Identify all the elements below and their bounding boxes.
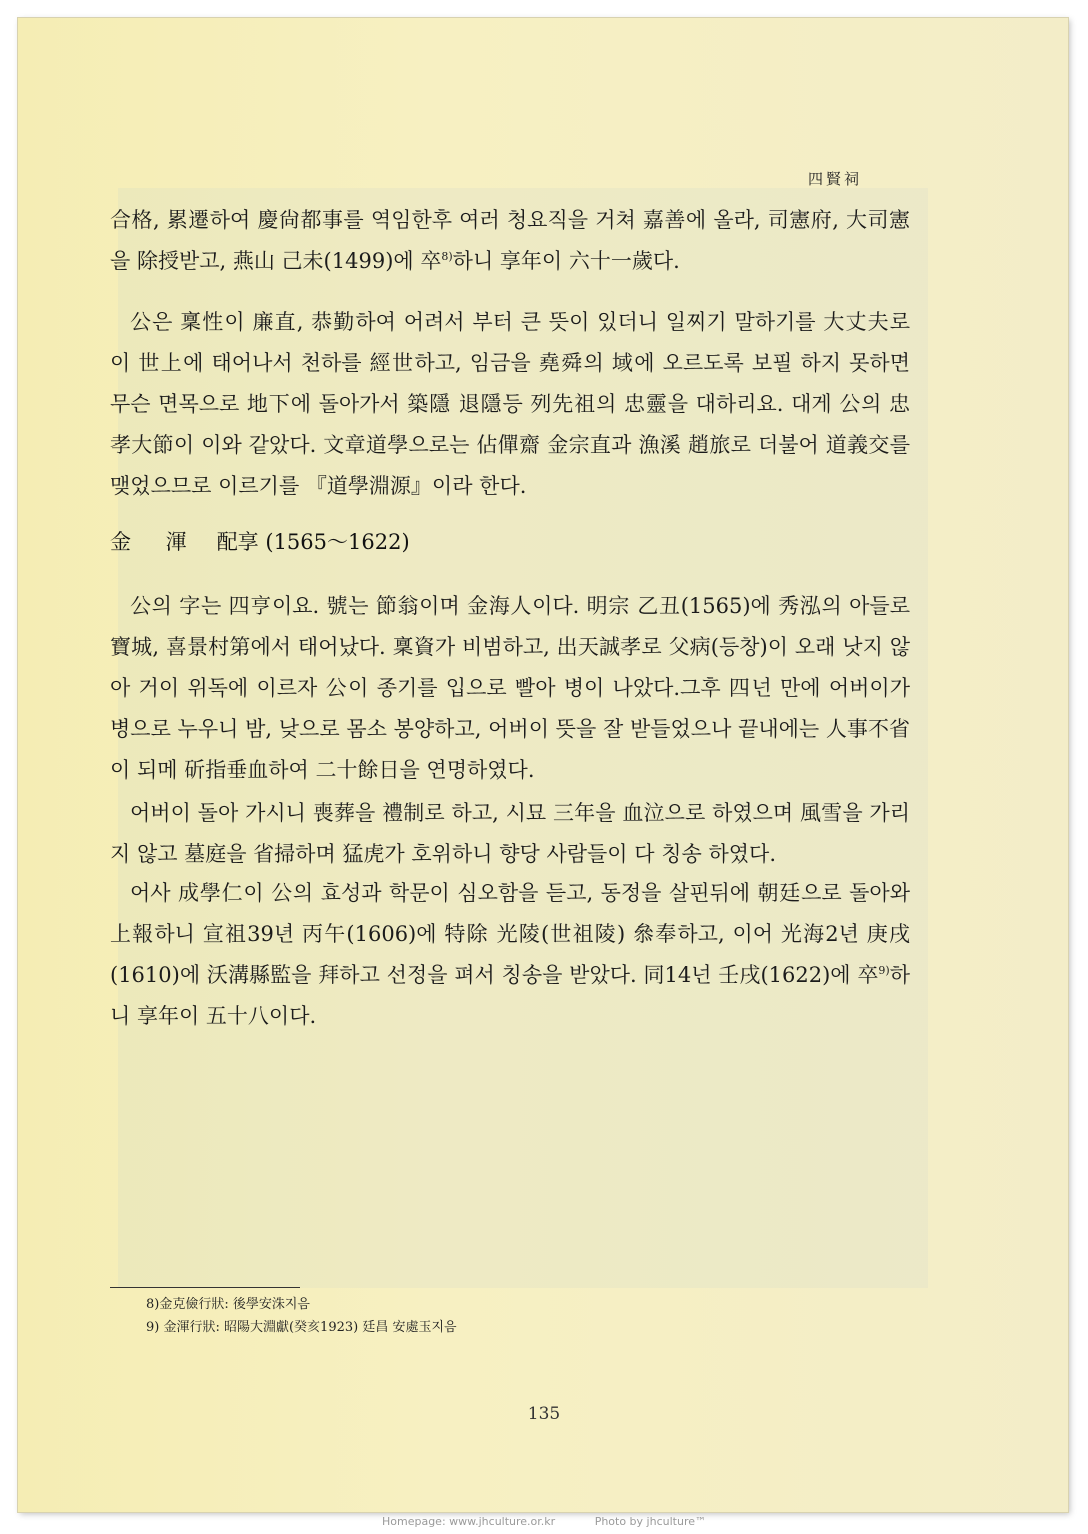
credit-photo: Photo by jhculture™ bbox=[594, 1515, 706, 1528]
section-heading-name: 金 渾 bbox=[110, 530, 201, 554]
paragraph-2: 公은 稟性이 廉直, 恭勤하여 어려서 부터 큰 뜻이 있더니 일찌기 말하기를 大丈夫로 이 世上에 태어나서 천하를 經世하고, 임금을 堯舜의 域에 오르도록 보필 하지 못하면 무슨 면목으로 地下에 돌아가서 築隱 退隱등 列先祖의 忠靈을 대하리요. 대게 公의 忠孝大節이 이와 같았다. 文章道學으로는 佔僤齋 金宗直과 漁溪 趙旅로 더불어 道義交를 맺었으므로 이르기를 『道學淵源』이라 한다. bbox=[110, 310, 910, 498]
running-head: 四賢祠 bbox=[808, 170, 863, 188]
footnote-9: 9) 金渾行狀: 昭陽大淵獻(癸亥1923) 廷昌 安處玉지음 bbox=[146, 1320, 457, 1335]
paragraph-5-text: 어사 成學仁이 公의 효성과 학문이 심오함을 듣고, 동정을 살핀뒤에 朝廷으로 돌아와 上報하니 宣祖39년 丙午(1606)에 特除 光陵(世祖陵) 叅奉하고, 이어 光海2년 庚戌(1610)에 沃溝縣監을 拜하고 선정을 펴서 칭송을 받았다. 同14넌 壬戌(1622)에 卒 bbox=[110, 881, 910, 987]
paragraph-1-text: 合格, 累遷하여 慶尙都事를 역임한후 여러 청요직을 거쳐 嘉善에 올라, 司憲府, 大司憲을 除授받고, 燕山 己未(1499)에 卒 bbox=[110, 208, 910, 273]
footnote-ref-9: 9) bbox=[878, 964, 890, 977]
paragraph-1-text-end: 하니 享年이 六十一歲다. bbox=[452, 249, 680, 273]
section-heading-years: (1565～1622) bbox=[265, 530, 410, 554]
page-number: 135 bbox=[527, 1404, 561, 1424]
photo-credit bbox=[0, 1515, 1088, 1528]
credit-homepage: Homepage: www.jhculture.or.kr bbox=[381, 1515, 556, 1528]
footnote-8: 8)金克儉行狀: 後學安洙지음 bbox=[146, 1297, 310, 1312]
paragraph-3: 公의 字는 四亨이요. 號는 節翁이며 金海人이다. 明宗 乙丑(1565)에 秀泓의 아들로 寶城, 喜景村第에서 태어났다. 稟資가 비범하고, 出天誠孝로 父病(등창)이 오래 낫지 않아 거이 위독에 이르자 公이 종기를 입으로 빨아 병이 나았다.그후 四넌 만에 어버이가 병으로 누우니 밤, 낮으로 몸소 봉양하고, 어버이 뜻을 잘 받들었으나 끝내에는 人事不省이 되메 斫指垂血하여 二十餘日을 연명하였다. bbox=[110, 594, 910, 782]
footnotes bbox=[146, 1293, 457, 1339]
paragraph-5-text-end: 하니 享年이 五十八이다. bbox=[110, 963, 910, 1028]
footnote-ref-8: 8) bbox=[441, 250, 453, 263]
paragraph-4: 어버이 돌아 가시니 喪葬을 禮制로 하고, 시묘 三年을 血泣으로 하였으며 風雪을 가리지 않고 墓庭을 省掃하며 猛虎가 호위하니 향당 사람들이 다 칭송 하였다. bbox=[110, 801, 910, 866]
section-heading-title: 配享 bbox=[216, 530, 259, 554]
footnote-rule bbox=[110, 1287, 300, 1288]
